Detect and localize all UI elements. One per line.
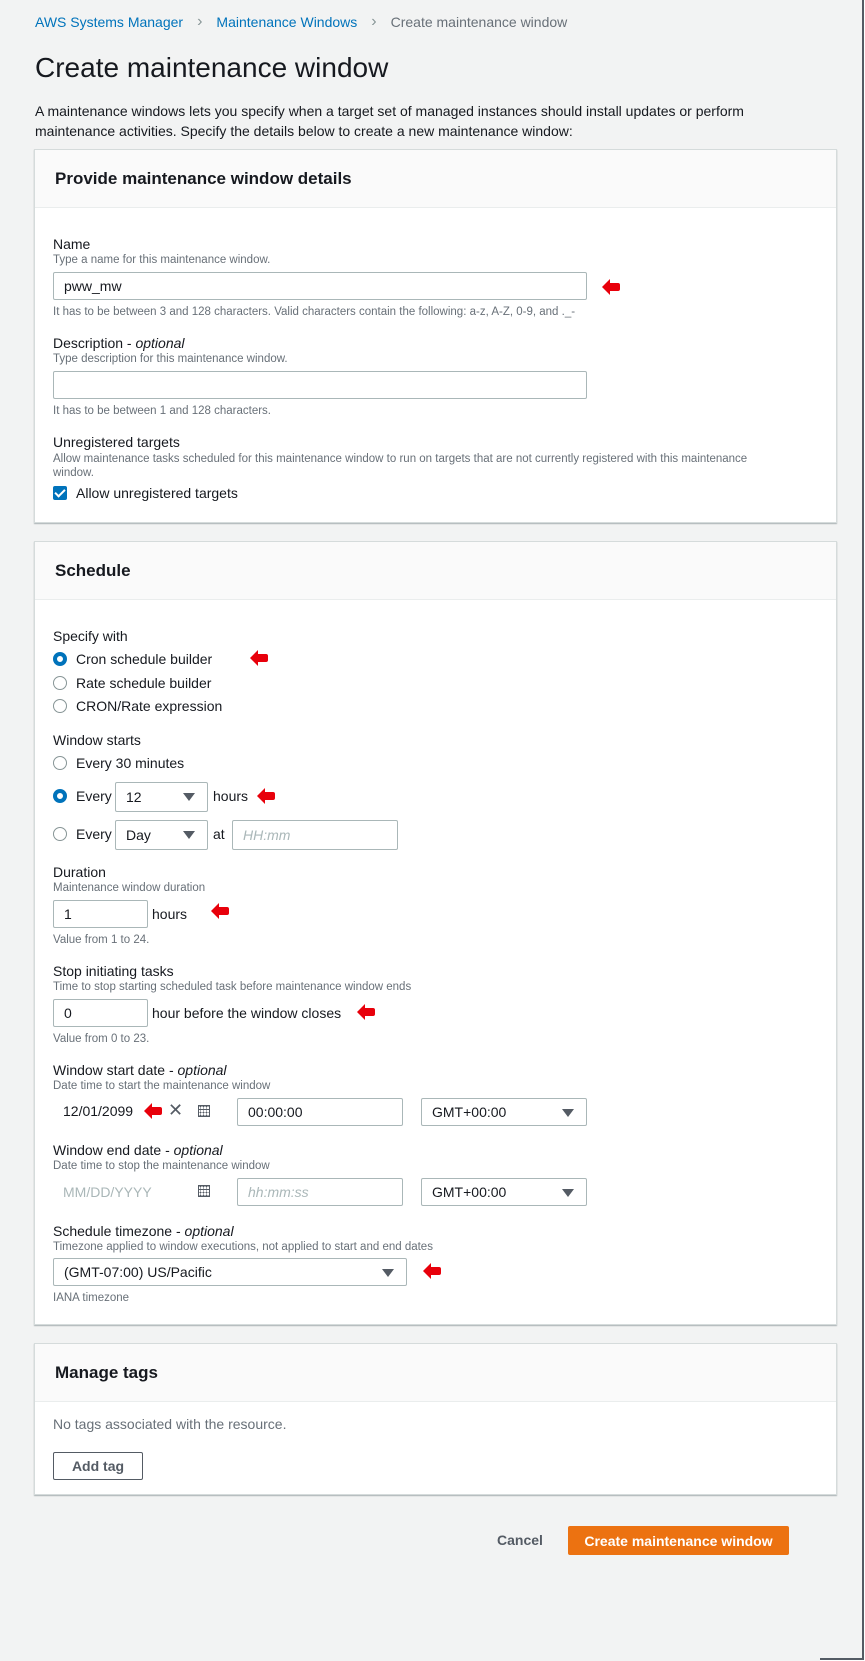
caret-down-icon bbox=[382, 1269, 394, 1277]
hours-select[interactable] bbox=[115, 782, 208, 812]
start-date-input[interactable]: 12/01/2099 bbox=[63, 1103, 134, 1119]
breadcrumb bbox=[35, 13, 567, 31]
end-timezone-select[interactable] bbox=[421, 1178, 587, 1206]
details-header: Provide maintenance window details bbox=[35, 150, 836, 208]
end-date-label: Window end date - optional bbox=[53, 1142, 223, 1158]
every-label: Every bbox=[76, 788, 112, 804]
create-maintenance-window-button[interactable]: Create maintenance window bbox=[568, 1526, 789, 1555]
annotation-arrow-icon bbox=[357, 1004, 375, 1020]
window-starts-label: Window starts bbox=[53, 732, 141, 748]
clear-icon[interactable]: ✕ bbox=[168, 1100, 184, 1120]
breadcrumb-maintenance-windows[interactable]: Maintenance Windows bbox=[216, 14, 358, 30]
every-day-label: Every bbox=[76, 826, 112, 842]
name-hint: It has to be between 3 and 128 characters. Valid characters contain the following: a-z, A-Z, 0-9, and ._- bbox=[53, 306, 576, 318]
radio-cron-builder[interactable] bbox=[53, 652, 67, 666]
start-date-desc: Date time to start the maintenance window bbox=[53, 1080, 271, 1092]
annotation-arrow-icon bbox=[211, 903, 229, 919]
end-date-input[interactable]: MM/DD/YYYY bbox=[63, 1184, 152, 1200]
page-intro: A maintenance windows lets you specify when a target set of managed instances should install updates or perform maintenance activities. Specify the details below to create a new maintenance window: bbox=[35, 103, 744, 139]
start-timezone-value: GMT+00:00 bbox=[432, 1104, 507, 1120]
chevron-right-icon: › bbox=[371, 13, 377, 30]
schedule-timezone-select[interactable] bbox=[53, 1258, 407, 1286]
annotation-arrow-icon bbox=[250, 650, 268, 666]
duration-label: Duration bbox=[53, 864, 106, 880]
day-select[interactable] bbox=[115, 820, 208, 850]
radio-cron-rate-expression[interactable] bbox=[53, 699, 67, 713]
hours-select-value: 12 bbox=[126, 789, 142, 805]
tags-header: Manage tags bbox=[35, 1344, 836, 1402]
caret-down-icon bbox=[562, 1109, 574, 1117]
caret-down-icon bbox=[183, 793, 195, 801]
duration-desc: Maintenance window duration bbox=[53, 882, 206, 894]
unregistered-label: Unregistered targets bbox=[53, 434, 180, 450]
every-30-minutes-label: Every 30 minutes bbox=[76, 755, 185, 771]
stop-label: Stop initiating tasks bbox=[53, 963, 174, 979]
radio-every-30-minutes[interactable] bbox=[53, 756, 67, 770]
time-input[interactable]: HH:mm bbox=[232, 820, 398, 850]
rate-builder-label: Rate schedule builder bbox=[76, 675, 212, 691]
start-timezone-select[interactable] bbox=[421, 1098, 587, 1126]
radio-every-day[interactable] bbox=[53, 827, 67, 841]
allow-unregistered-checkbox[interactable] bbox=[53, 486, 67, 500]
stop-desc: Time to stop starting scheduled task before maintenance window ends bbox=[53, 981, 412, 993]
duration-unit-label: hours bbox=[152, 906, 188, 922]
stop-hint: Value from 0 to 23. bbox=[53, 1033, 150, 1045]
page-title: Create maintenance window bbox=[35, 52, 389, 83]
calendar-icon[interactable] bbox=[198, 1185, 210, 1197]
schedule-panel bbox=[34, 541, 837, 1325]
end-time-input[interactable]: hh:mm:ss bbox=[237, 1178, 403, 1206]
description-label: Description - optional bbox=[53, 335, 185, 351]
unregistered-desc: Allow maintenance tasks scheduled for this maintenance window to run on targets that are not currently registered with this maintenance window. bbox=[53, 453, 748, 479]
cron-builder-label: Cron schedule builder bbox=[76, 651, 213, 667]
no-tags-text: No tags associated with the resource. bbox=[53, 1416, 287, 1432]
add-tag-button[interactable]: Add tag bbox=[53, 1452, 143, 1480]
name-label: Name bbox=[53, 236, 91, 252]
end-timezone-value: GMT+00:00 bbox=[432, 1184, 507, 1200]
annotation-arrow-icon bbox=[602, 279, 620, 295]
stop-unit-label: hour before the window closes bbox=[152, 1005, 342, 1021]
timezone-hint: IANA timezone bbox=[53, 1292, 130, 1304]
duration-hint: Value from 1 to 24. bbox=[53, 934, 150, 946]
annotation-arrow-icon bbox=[257, 788, 275, 804]
details-panel bbox=[34, 149, 837, 523]
annotation-arrow-icon bbox=[423, 1263, 441, 1279]
timezone-desc: Timezone applied to window executions, not applied to start and end dates bbox=[53, 1241, 433, 1253]
end-date-desc: Date time to stop the maintenance window bbox=[53, 1160, 270, 1172]
name-input[interactable]: pww_mw bbox=[53, 272, 587, 300]
timezone-label: Schedule timezone - optional bbox=[53, 1223, 234, 1239]
description-hint: It has to be between 1 and 128 characters. bbox=[53, 405, 272, 417]
breadcrumb-systems-manager[interactable]: AWS Systems Manager bbox=[35, 14, 184, 30]
caret-down-icon bbox=[183, 831, 195, 839]
chevron-right-icon: › bbox=[197, 13, 203, 30]
name-desc: Type a name for this maintenance window. bbox=[53, 254, 271, 266]
radio-rate-builder[interactable] bbox=[53, 676, 67, 690]
duration-input[interactable]: 1 bbox=[53, 900, 148, 928]
caret-down-icon bbox=[562, 1189, 574, 1197]
start-time-input[interactable]: 00:00:00 bbox=[237, 1098, 403, 1126]
at-label: at bbox=[213, 826, 225, 842]
cron-rate-expression-label: CRON/Rate expression bbox=[76, 698, 223, 714]
schedule-header: Schedule bbox=[35, 542, 836, 600]
specify-with-label: Specify with bbox=[53, 628, 128, 644]
breadcrumb-current: Create maintenance window bbox=[390, 14, 568, 30]
start-date-label: Window start date - optional bbox=[53, 1062, 227, 1078]
day-select-value: Day bbox=[126, 827, 151, 843]
schedule-timezone-value: (GMT-07:00) US/Pacific bbox=[64, 1264, 212, 1280]
description-input[interactable] bbox=[53, 371, 587, 399]
tags-panel bbox=[34, 1343, 837, 1495]
description-desc: Type description for this maintenance window. bbox=[53, 353, 288, 365]
cancel-button[interactable]: Cancel bbox=[497, 1532, 543, 1548]
radio-every-hours[interactable] bbox=[53, 789, 67, 803]
annotation-arrow-icon bbox=[144, 1103, 162, 1119]
hours-unit-label: hours bbox=[213, 788, 249, 804]
stop-input[interactable]: 0 bbox=[53, 999, 148, 1027]
calendar-icon[interactable] bbox=[198, 1105, 210, 1117]
allow-unregistered-label: Allow unregistered targets bbox=[76, 485, 238, 501]
